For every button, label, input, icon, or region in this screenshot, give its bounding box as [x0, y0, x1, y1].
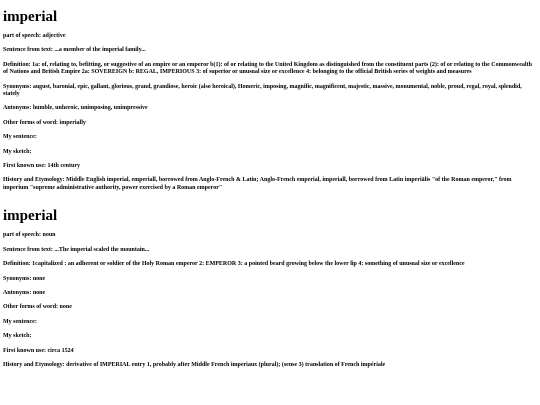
history-etymology: History and Etymology: Middle English imperial, emperiall, borrowed from Anglo-French & Latin; Anglo-French emperial, imperiall, borrowed from Latin imperiālis "of the Roman emperor," from imperium "supreme administrative authority, power exercised by a Roman emperor": [3, 177, 512, 191]
my-sentence: My sentence:: [3, 318, 37, 325]
first-known-use: First known use: circa 1524: [3, 347, 74, 354]
sentence-from-text: Sentence from text: ...The imperial scaled the mountain...: [3, 246, 150, 253]
part-of-speech: part of speech: adjective: [3, 33, 66, 39]
part-of-speech: part of speech: noun: [3, 232, 56, 239]
entry-noun: [3, 199, 537, 369]
entry-word: imperial: [3, 9, 58, 25]
antonyms: Antonyms: humble, unheroic, unimposing, unimpressive: [3, 105, 148, 112]
my-sentence: My sentence:: [3, 134, 37, 141]
my-sketch: My sketch:: [3, 148, 32, 155]
definition: Definition: 1a: of, relating to, befitting, or suggestive of an empire or an emperor b(1): of or relating to the United Kingdom as distinguished from the constituent parts (2): of or relating to the Commonwealth of Nations and British Empire 2a: SOVEREIGN b: REGAL, IMPERIOUS 3: of superior or unusual size or excellence 4: belonging to the official British series of weights and measures: [3, 61, 532, 76]
definition: Definition: 1capitalized : an adherent or soldier of the Holy Roman emperor 2: EMPEROR 3: a pointed beard growing below the lower lip 4: something of unusual size or excellence: [3, 261, 465, 268]
other-forms: Other forms of word: imperially: [3, 119, 86, 126]
antonyms: Antonyms: none: [3, 289, 46, 296]
my-sketch: My sketch:: [3, 333, 32, 340]
entry-adjective: [3, 0, 537, 192]
synonyms: Synonyms: august, baronial, epic, gallant, glorious, grand, grandiose, heroic (also heroical), Homeric, imposing, magnific, magnificent, majestic, massive, monumental, noble, proud, regal, royal, splendid, stately: [3, 83, 522, 98]
synonyms: Synonyms: none: [3, 275, 46, 282]
sentence-from-text: Sentence from text: ...a member of the imperial family...: [3, 47, 146, 54]
history-etymology: History and Etymology: derivative of IMPERIAL entry 1, probably after Middle French imperiaux (plural); (sense 3) translation of French impériale: [3, 361, 386, 368]
entry-word: imperial: [3, 208, 58, 225]
first-known-use: First known use: 14th century: [3, 163, 81, 170]
other-forms: Other forms of word: none: [3, 304, 72, 311]
